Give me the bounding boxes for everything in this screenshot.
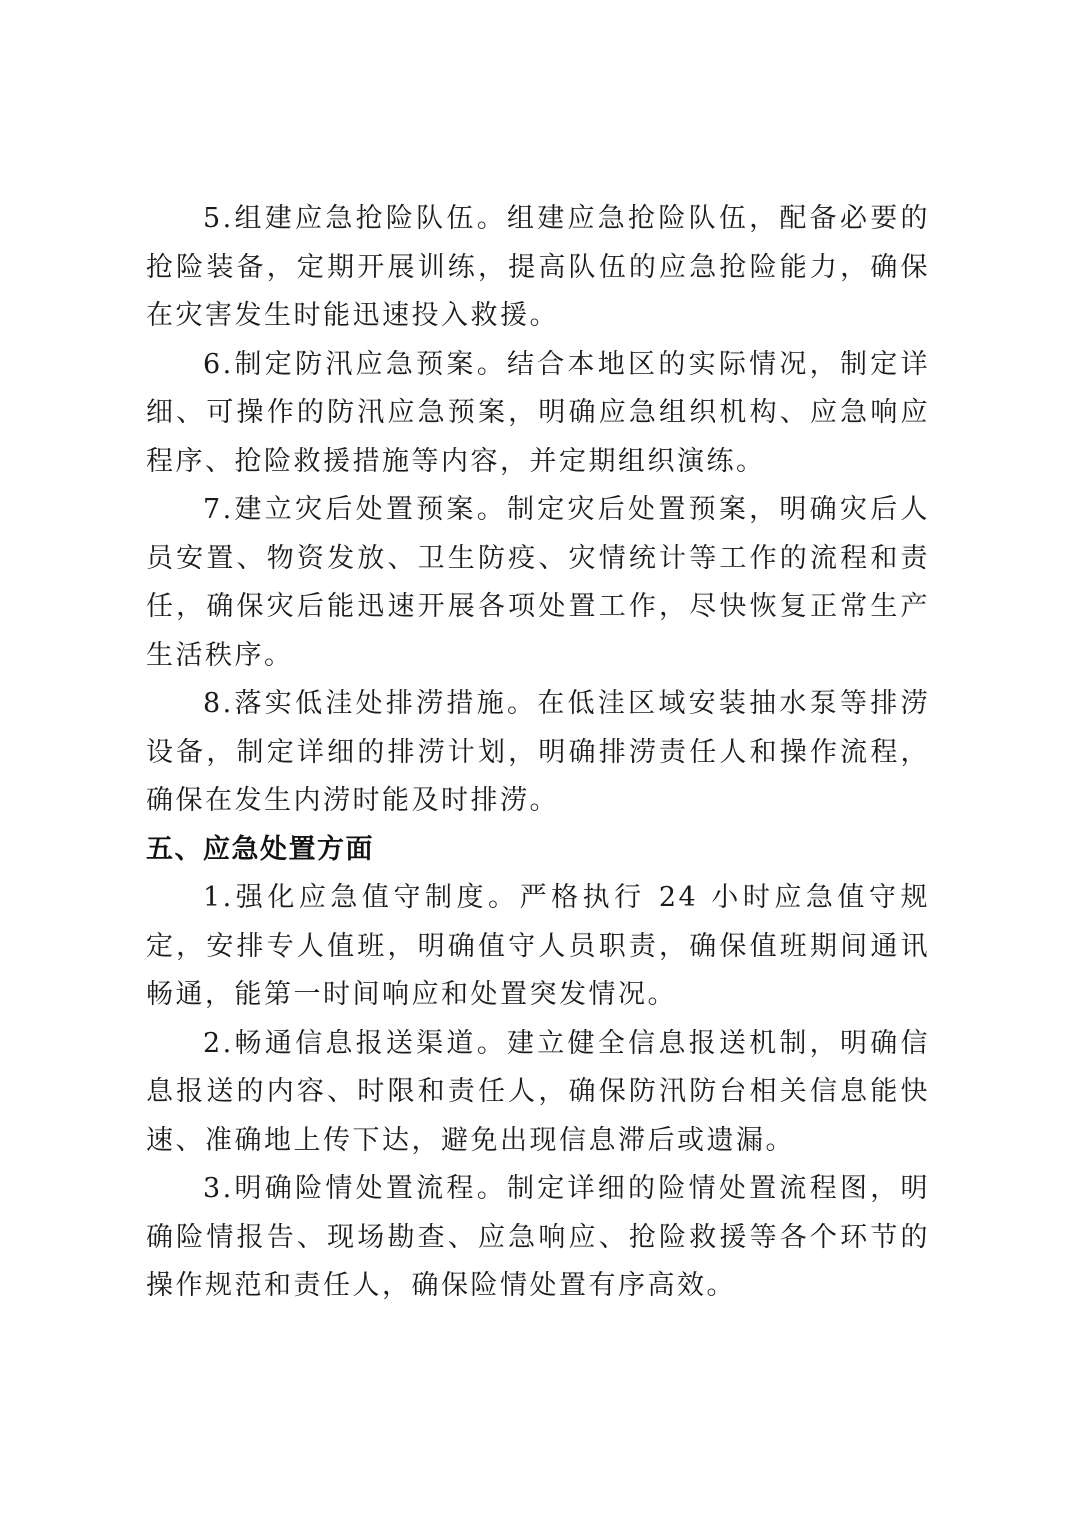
paragraph-item-8: 8.落实低洼处排涝措施。在低洼区域安装抽水泵等排涝设备，制定详细的排涝计划，明确排涝责任人和操作流程，确保在发生内涝时能及时排涝。 (146, 688, 930, 816)
paragraph-item-6: 6.制定防汛应急预案。结合本地区的实际情况，制定详细、可操作的防汛应急预案，明确应急组织机构、应急响应程序、抢险救援措施等内容，并定期组织演练。 (146, 348, 930, 477)
document-body (146, 195, 930, 1311)
paragraph-item-5: 5.组建应急抢险队伍。组建应急抢险队伍，配备必要的抢险装备，定期开展训练，提高队伍的应急抢险能力，确保在灾害发生时能迅速投入救援。 (146, 203, 930, 331)
paragraph-item-2: 2.畅通信息报送渠道。建立健全信息报送机制，明确信息报送的内容、时限和责任人，确保防汛防台相关信息能快速、准确地上传下达，避免出现信息滞后或遗漏。 (146, 1027, 930, 1156)
paragraph-item-7: 7.建立灾后处置预案。制定灾后处置预案，明确灾后人员安置、物资发放、卫生防疫、灾情统计等工作的流程和责任，确保灾后能迅速开展各项处置工作，尽快恢复正常生产生活秩序。 (146, 494, 930, 671)
paragraph-item-1: 1.强化应急值守制度。严格执行 24 小时应急值守规定，安排专人值班，明确值守人员职责，确保值班期间通讯畅通，能第一时间响应和处置突发情况。 (146, 882, 930, 1010)
paragraph-item-3: 3.明确险情处置流程。制定详细的险情处置流程图，明确险情报告、现场勘查、应急响应、抢险救援等各个环节的操作规范和责任人，确保险情处置有序高效。 (146, 1173, 930, 1301)
section-heading: 五、应急处置方面 (146, 833, 374, 865)
